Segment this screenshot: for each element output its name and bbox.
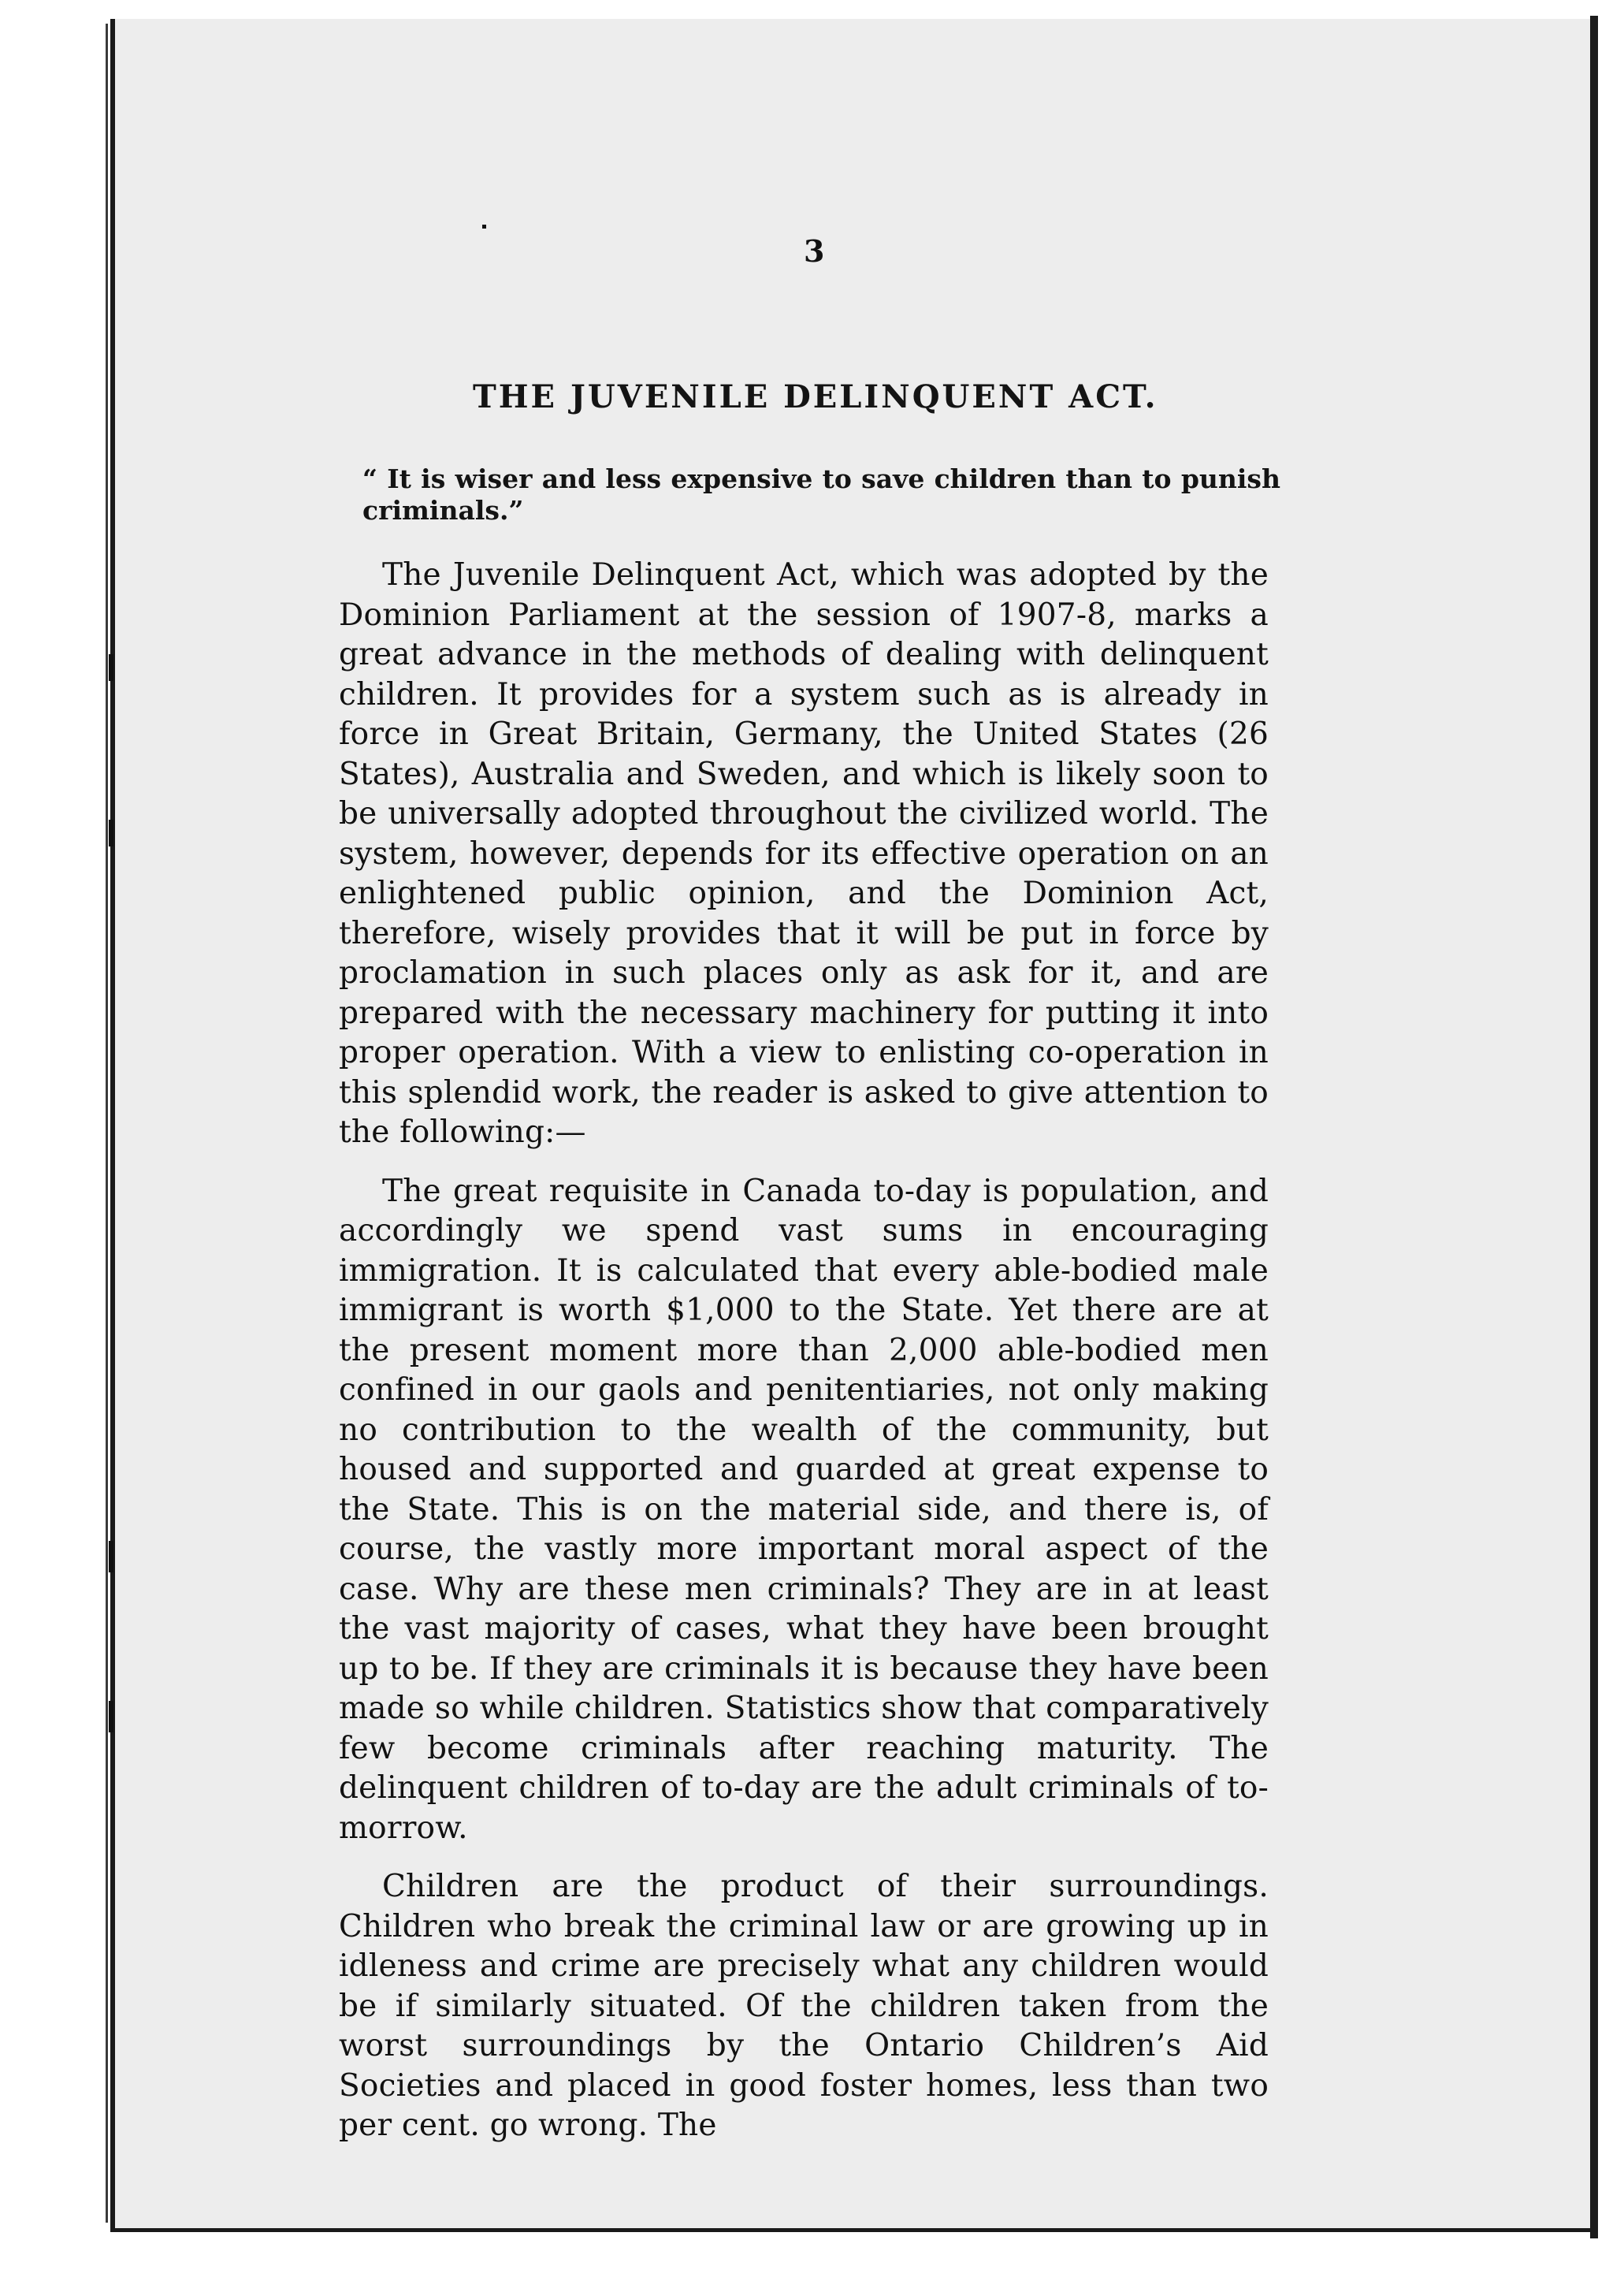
paragraph: Children are the product of their surroundings. Children who break the criminal law or are growing up in idleness and crime are precisely what any children would be if similarly situated. Of the children taken from the worst surroundings by the Ontario Children’s Aid Societies and placed in good foster homes, less than two per cent. go wrong. The	[339, 1869, 1269, 2143]
body-text	[339, 556, 1269, 2165]
margin-mark	[109, 1541, 113, 1572]
speck	[482, 225, 486, 229]
page-title: THE JUVENILE DELINQUENT ACT.	[473, 378, 1158, 415]
paragraph: The great requisite in Canada to-day is population, and accordingly we spend vast sums in encouraging immigration. It is calculated that every able-bodied male immigrant is worth $1,000 to the State. Yet there are at the present moment more than 2,000 able-bodied men confined in our gaols and penitentiaries, not only making no contribution to the wealth of the community, but housed and supported and guarded at great expense to the State. This is on the material side, and there is, of course, the vastly more important moral aspect of the case. Why are these men criminals? They are in at least the vast majority of cases, what they have been brought up to be. If they are criminals it is because they have been made so while children. Statistics show that comparatively few become criminals after reaching maturity. The delinquent children of to-day are the adult criminals of to-morrow.	[339, 1173, 1269, 1846]
margin-mark	[109, 820, 113, 846]
margin-mark	[109, 1701, 113, 1732]
paragraph: The Juvenile Delinquent Act, which was adopted by the Dominion Parliament at the session of 1907-8, marks a great advance in the methods of dealing with delinquent children. It provides for a system such as is already in force in Great Britain, Germany, the United States (26 States), Australia and Sweden, and which is likely soon to be universally adopted throughout the civilized world. The system, however, depends for its effective operation on an enlightened public opinion, and the Dominion Act, therefore, wisely provides that it will be put in force by proclamation in such places only as ask for it, and are prepared with the necessary machinery for putting it into proper operation. With a view to enlisting co-operation in this splendid work, the reader is asked to give attention to the following:—	[339, 557, 1269, 1150]
margin-mark	[109, 654, 113, 681]
binding-edge	[106, 24, 108, 2223]
epigraph-quote: “ It is wiser and less expensive to save children than to punish criminals.”	[362, 463, 1280, 526]
page-right-edge	[1590, 16, 1598, 2238]
